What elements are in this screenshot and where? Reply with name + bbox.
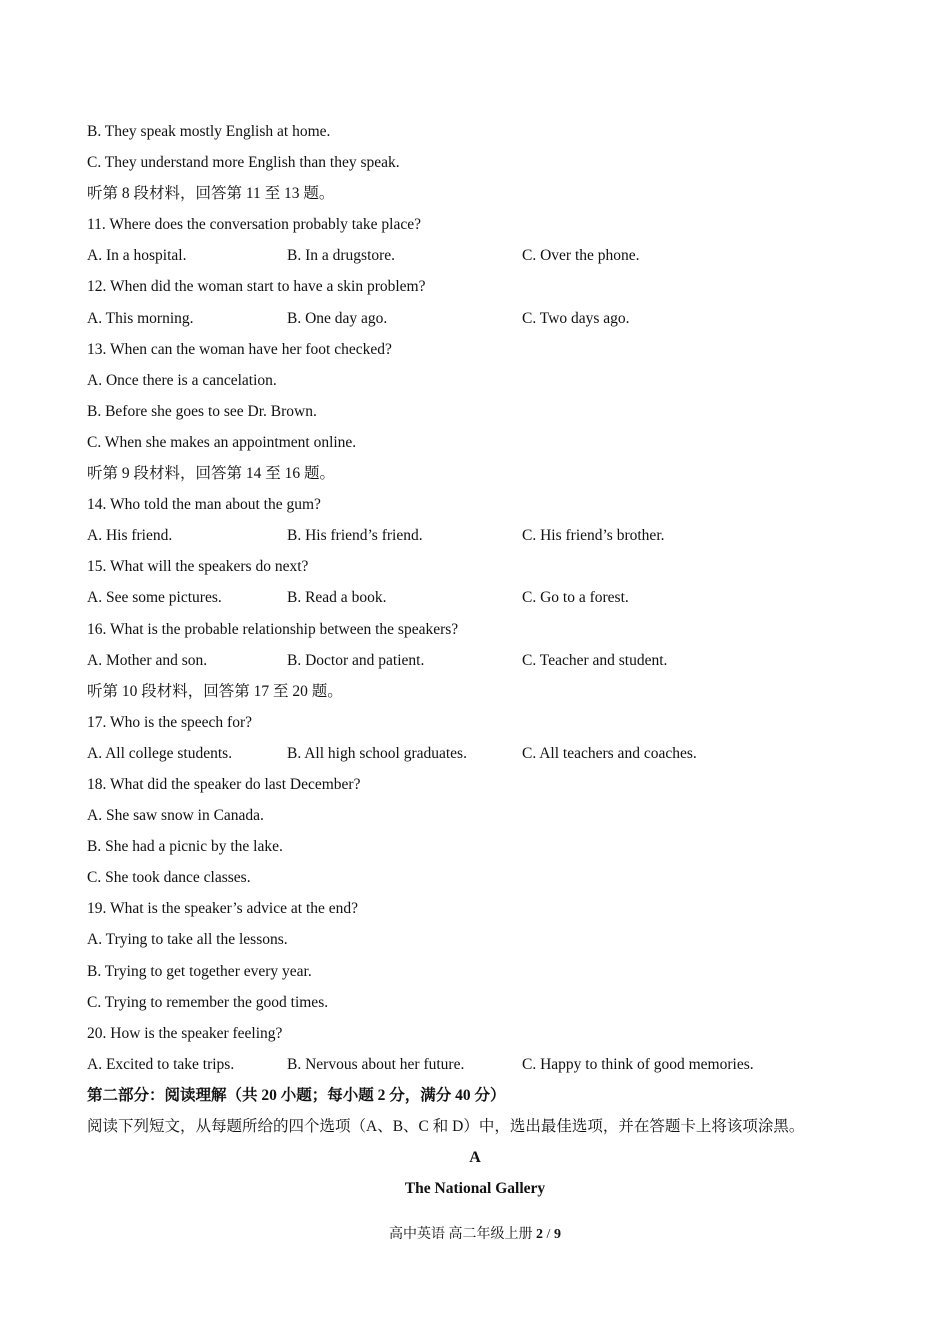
page-footer (0, 1224, 950, 1246)
answer-option-a: A. His friend. (87, 527, 173, 545)
text-line: A. Once there is a cancelation. (87, 371, 277, 389)
answer-option-a: A. All college students. (87, 744, 233, 762)
answer-option-a: A. See some pictures. (87, 589, 222, 607)
answer-options-row (87, 520, 887, 551)
text-line: B. Before she goes to see Dr. Brown. (87, 402, 317, 420)
text-line: 听第 10 段材料，回答第 17 至 20 题。 (87, 682, 343, 700)
answer-option-c: C. Go to a forest. (522, 589, 629, 607)
section-heading: 第二部分：阅读理解（共 20 小题；每小题 2 分，满分 40 分） (87, 1086, 506, 1104)
text-line: B. They speak mostly English at home. (87, 123, 331, 140)
answer-option-b: B. Doctor and patient. (287, 651, 425, 669)
answer-options-row (87, 645, 887, 676)
text-line: 13. When can the woman have her foot checked? (87, 340, 392, 358)
answer-option-a: A. Mother and son. (87, 651, 208, 669)
page-content (87, 116, 887, 1204)
text-line: 听第 9 段材料，回答第 14 至 16 题。 (87, 465, 336, 483)
text-line: 20. How is the speaker feeling? (87, 1024, 283, 1042)
answer-option-b: B. In a drugstore. (287, 247, 396, 265)
answer-option-c: C. Happy to think of good memories. (522, 1055, 754, 1073)
text-line: A. She saw snow in Canada. (87, 807, 264, 825)
text-line: C. When she makes an appointment online. (87, 433, 357, 451)
text-line: A. Trying to take all the lessons. (87, 931, 288, 949)
footer-page-total: 9 (553, 1227, 561, 1242)
footer-label: 高中英语 高二年级上册 (389, 1227, 533, 1242)
text-line: 12. When did the woman start to have a skin problem? (87, 278, 426, 296)
answer-option-c: C. His friend’s brother. (522, 527, 665, 545)
answer-option-a: A. This morning. (87, 309, 194, 327)
answer-option-c: C. Over the phone. (522, 247, 640, 265)
passage-letter: A (469, 1149, 481, 1167)
text-line: 15. What will the speakers do next? (87, 558, 309, 576)
text-line: B. Trying to get together every year. (87, 962, 312, 980)
answer-options-row (87, 1049, 887, 1080)
text-line: 14. Who told the man about the gum? (87, 496, 321, 514)
text-line: B. She had a picnic by the lake. (87, 838, 283, 856)
text-line: 11. Where does the conversation probably take place? (87, 216, 421, 234)
text-line: 阅读下列短文，从每题所给的四个选项（A、B、C 和 D）中，选出最佳选项，并在答题卡上将该项涂黑。 (87, 1118, 805, 1135)
text-line: C. Trying to remember the good times. (87, 993, 329, 1011)
passage-title: The National Gallery (404, 1180, 546, 1198)
text-line: 19. What is the speaker’s advice at the end? (87, 900, 359, 918)
answer-option-c: C. All teachers and coaches. (522, 744, 697, 762)
text-line: C. They understand more English than they speak. (87, 154, 400, 172)
answer-option-c: C. Teacher and student. (522, 651, 668, 669)
text-line: 18. What did the speaker do last December? (87, 775, 361, 793)
answer-option-b: B. All high school graduates. (287, 744, 467, 762)
answer-options-row (87, 582, 887, 613)
answer-options-row (87, 240, 887, 271)
answer-option-b: B. Nervous about her future. (287, 1055, 465, 1073)
answer-option-b: B. Read a book. (287, 589, 387, 607)
text-line: 听第 8 段材料，回答第 11 至 13 题。 (87, 185, 335, 203)
answer-option-b: B. His friend’s friend. (287, 527, 423, 545)
text-line: 16. What is the probable relationship between the speakers? (87, 620, 459, 638)
answer-option-a: A. In a hospital. (87, 247, 187, 265)
answer-option-b: B. One day ago. (287, 309, 388, 327)
text-line: 17. Who is the speech for? (87, 713, 252, 731)
footer-separator: / (546, 1227, 551, 1242)
answer-options-row (87, 303, 887, 334)
footer-page-number: 2 (536, 1227, 544, 1242)
answer-options-row (87, 738, 887, 769)
answer-option-a: A. Excited to take trips. (87, 1055, 235, 1073)
answer-option-c: C. Two days ago. (522, 309, 630, 327)
text-line: C. She took dance classes. (87, 869, 251, 887)
